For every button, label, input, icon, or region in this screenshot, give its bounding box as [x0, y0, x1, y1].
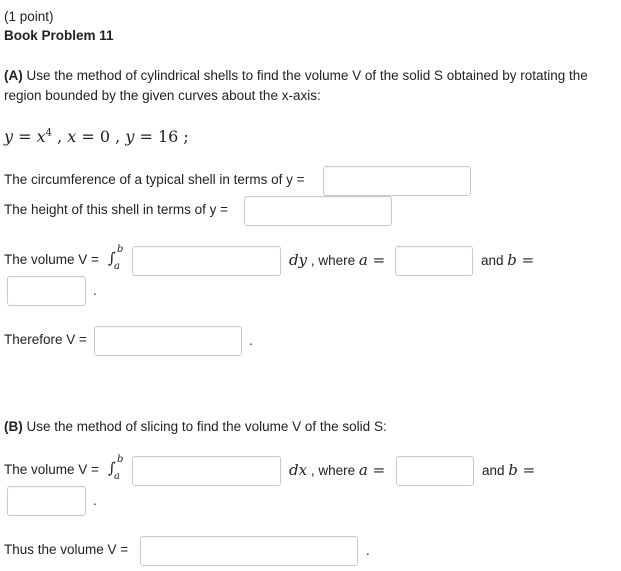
eq-exponent: 4	[45, 127, 53, 139]
part-a-a-equals: =	[367, 251, 386, 269]
part-a-prompt	[4, 68, 588, 83]
part-b-dvar: dx	[289, 461, 308, 479]
thus-input[interactable]	[140, 536, 358, 566]
part-a-integrand-input[interactable]	[132, 246, 281, 276]
eq-semicolon: ;	[178, 127, 189, 146]
eq-x2: x	[67, 127, 77, 146]
part-a-lower-limit: a	[114, 261, 120, 272]
part-b-volume-label: The volume V =	[4, 462, 99, 477]
part-a-prompt-line1: Use the method of cylindrical shells to find the volume V of the solid S obtained by rotating the	[22, 68, 588, 83]
therefore-input[interactable]	[94, 326, 242, 356]
part-b-b-equals: =	[517, 461, 536, 479]
therefore-label: Therefore V =	[4, 332, 87, 347]
part-b-prompt	[4, 419, 387, 434]
part-b-and: and	[482, 463, 509, 478]
thus-label: Thus the volume V =	[4, 542, 129, 557]
curves-equation	[4, 127, 189, 147]
eq-equals2: =	[76, 127, 100, 146]
part-a-dvar: dy	[289, 251, 308, 269]
eq-comma2: ,	[110, 127, 126, 146]
part-a-b-equals: =	[516, 251, 535, 269]
eq-y2: y	[125, 127, 135, 146]
circumference-label: The circumference of a typical shell in terms of y =	[4, 172, 305, 187]
problem-title: Book Problem 11	[4, 28, 114, 43]
eq-y: y	[4, 127, 14, 146]
height-input[interactable]	[244, 196, 392, 226]
therefore-period: .	[249, 333, 253, 348]
part-a-upper-limit: b	[117, 244, 124, 255]
points-label: (1 point)	[4, 9, 54, 24]
part-a-b-text	[481, 251, 534, 269]
part-b-lower-limit: a	[114, 471, 120, 482]
part-b-tag: (B)	[4, 419, 23, 434]
part-a-prompt-line2: region bounded by the given curves about the x-axis:	[4, 88, 321, 103]
part-a-b-symbol: b	[507, 251, 517, 269]
height-label: The height of this shell in terms of y =	[4, 202, 228, 217]
part-b-a-input[interactable]	[396, 456, 474, 486]
part-a-tag: (A)	[4, 68, 23, 83]
part-a-and: and	[481, 253, 508, 268]
part-b-where: , where	[307, 463, 359, 478]
part-b-integrand-input[interactable]	[132, 456, 281, 486]
part-a-integral-sign: ∫	[108, 249, 116, 267]
part-b-period: .	[93, 493, 97, 508]
part-b-where-text	[289, 461, 385, 479]
eq-equals3: =	[134, 127, 158, 146]
part-b-b-input[interactable]	[7, 486, 86, 516]
eq-zero: 0	[99, 127, 111, 146]
part-b-a-symbol: a	[358, 461, 368, 479]
part-a-period: .	[93, 283, 97, 298]
part-a-volume-label: The volume V =	[4, 252, 99, 267]
part-b-a-equals: =	[367, 461, 386, 479]
thus-period: .	[366, 543, 370, 558]
part-b-b-text	[482, 461, 535, 479]
circumference-input[interactable]	[323, 166, 471, 196]
part-b-prompt-text: Use the method of slicing to find the volume V of the solid S:	[22, 419, 387, 434]
part-a-where: , where	[307, 253, 359, 268]
eq-x: x	[36, 127, 46, 146]
eq-comma: ,	[52, 127, 68, 146]
part-b-upper-limit: b	[117, 454, 124, 465]
part-a-a-input[interactable]	[395, 246, 473, 276]
part-b-integral-sign: ∫	[108, 459, 116, 477]
part-a-where-text	[289, 251, 385, 269]
part-a-b-input[interactable]	[7, 276, 86, 306]
eq-equals: =	[13, 127, 37, 146]
part-b-b-symbol: b	[508, 461, 518, 479]
part-a-a-symbol: a	[358, 251, 368, 269]
eq-sixteen: 16	[157, 127, 179, 146]
